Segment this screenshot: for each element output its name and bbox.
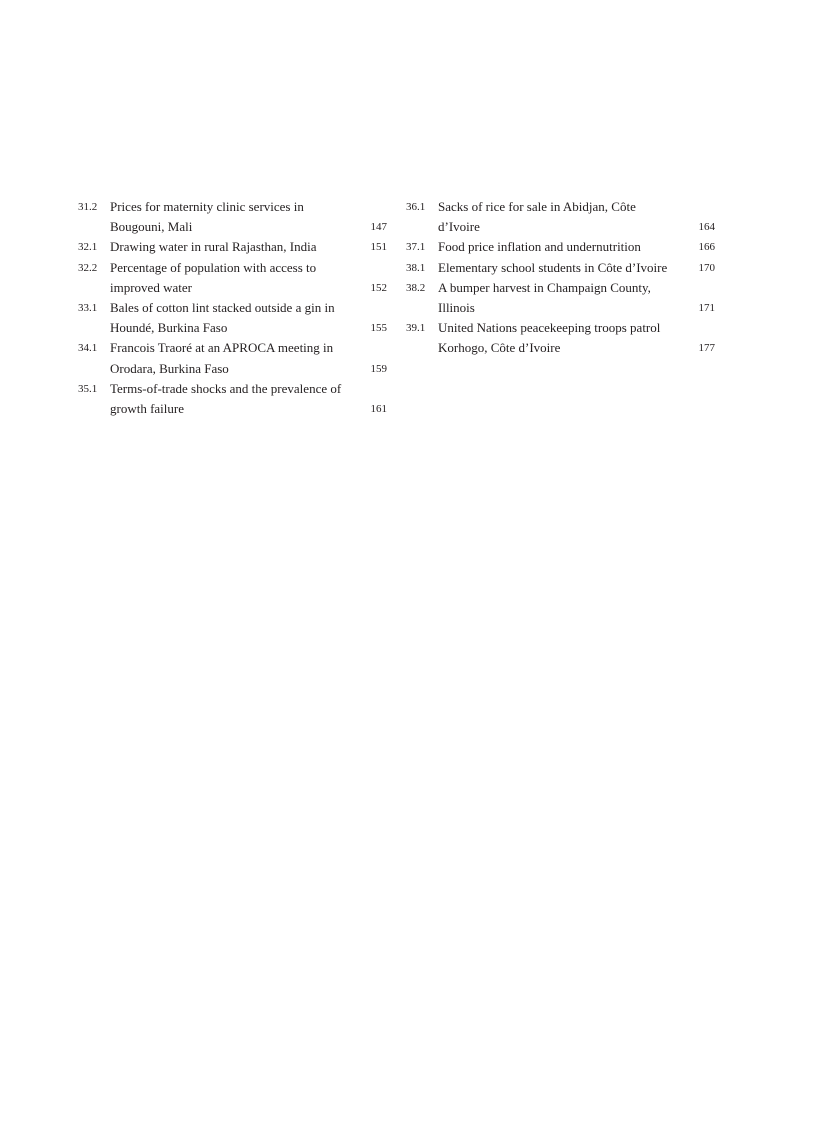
figure-list-entry bbox=[78, 338, 387, 378]
page-number: 170 bbox=[698, 261, 715, 274]
figure-list-left-column bbox=[78, 197, 387, 419]
figure-number: 37.1 bbox=[406, 241, 426, 254]
figure-caption: Bales of cotton lint stacked outside a gin in Houndé, Burkina Faso bbox=[110, 300, 335, 336]
figure-number: 35.1 bbox=[78, 382, 98, 395]
figure-caption: Elementary school students in Côte d’Ivoire bbox=[438, 259, 668, 275]
page-number: 164 bbox=[698, 221, 715, 234]
figure-list-entry bbox=[406, 318, 715, 358]
figure-caption: Terms-of-trade shocks and the prevalence of growth failure bbox=[110, 380, 342, 417]
figure-list-entry bbox=[78, 298, 387, 338]
figure-number: 38.2 bbox=[406, 281, 426, 294]
page-number: 166 bbox=[698, 241, 715, 254]
page-number: 147 bbox=[370, 221, 387, 234]
figure-list-entry bbox=[78, 237, 387, 257]
figure-caption: United Nations peacekeeping troops patrol Korhogo, Côte d’Ivoire bbox=[438, 320, 661, 356]
figure-number: 33.1 bbox=[78, 302, 98, 315]
page-number: 152 bbox=[370, 281, 387, 294]
figure-list-entry bbox=[406, 237, 715, 257]
page-number: 161 bbox=[370, 403, 387, 416]
figure-list-entry bbox=[78, 197, 387, 237]
page-number: 171 bbox=[698, 302, 715, 315]
page-number: 177 bbox=[698, 342, 715, 355]
figure-caption: Food price inflation and undernutrition bbox=[438, 239, 641, 255]
figure-number: 31.2 bbox=[78, 201, 98, 213]
figure-number: 39.1 bbox=[406, 322, 426, 335]
figure-list-entry bbox=[406, 278, 715, 318]
figure-caption: Francois Traoré at an APROCA meeting in Orodara, Burkina Faso bbox=[110, 340, 334, 376]
figure-list-right-column bbox=[406, 197, 715, 359]
figure-caption: Sacks of rice for sale in Abidjan, Côte d’Ivoire bbox=[438, 199, 636, 235]
figure-list-entry bbox=[78, 379, 387, 419]
figure-number: 34.1 bbox=[78, 342, 98, 355]
figure-caption: Prices for maternity clinic services in Bougouni, Mali bbox=[110, 199, 304, 235]
figure-number: 32.2 bbox=[78, 261, 98, 274]
figure-list-entry bbox=[78, 258, 387, 298]
figure-caption: Drawing water in rural Rajasthan, India bbox=[110, 239, 317, 255]
figure-number: 32.1 bbox=[78, 241, 98, 254]
page-number: 159 bbox=[370, 362, 387, 375]
figure-caption: A bumper harvest in Champaign County, Illinois bbox=[438, 279, 651, 316]
page-number: 151 bbox=[370, 241, 387, 254]
figure-number: 36.1 bbox=[406, 201, 426, 213]
figure-list-entry bbox=[406, 197, 715, 237]
figure-caption: Percentage of population with access to improved water bbox=[110, 259, 317, 295]
figure-number: 38.1 bbox=[406, 261, 426, 274]
figure-list-entry bbox=[406, 258, 715, 278]
page-number: 155 bbox=[370, 322, 387, 335]
